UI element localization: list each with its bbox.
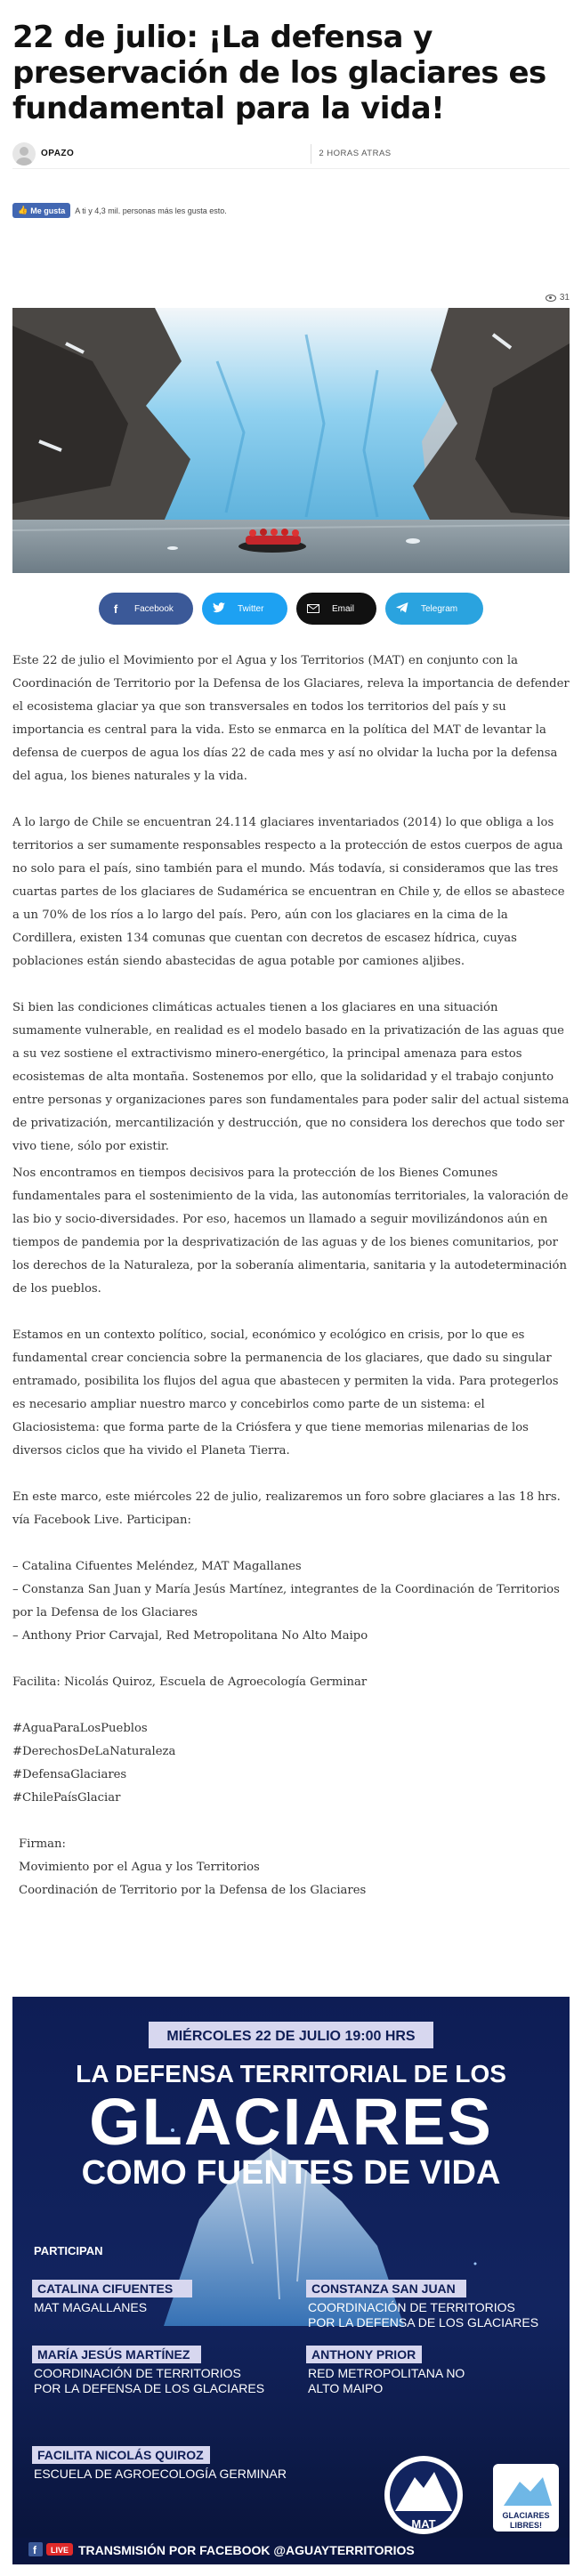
share-facebook-button[interactable] [99,593,193,625]
hashtags [12,1717,570,1810]
poster-person-org: RED METROPOLITANA NO [308,2366,465,2380]
share-facebook-label: Facebook [134,603,174,614]
poster-person-org: COORDINACIÓN DE TERRITORIOS [34,2366,241,2380]
article [12,0,570,1926]
email-icon [307,602,319,616]
poster-participan: PARTICIPAN [34,2244,103,2257]
share-twitter-button[interactable] [202,593,287,625]
poster-date: MIÉRCOLES 22 DE JULIO 19:00 HRS [166,2029,416,2044]
share-telegram-label: Telegram [421,603,458,614]
participant-item: – Constanza San Juan y María Jesús Martínez, integrantes de la Coordinación de Territorios por la Defensa de los Glaciares [12,1583,560,1619]
share-telegram-button[interactable] [385,593,483,625]
participant-item: – Catalina Cifuentes Meléndez, MAT Magallanes [12,1560,302,1573]
poster-logo-libres: LIBRES! [510,2521,542,2530]
paragraph-1: Este 22 de julio el Movimiento por el Agua y los Territorios (MAT) en conjunto con la Coordinación de Territorio por la Defensa de los Glaciares, releva la importancia de defender el ecosistema glaciar ya que son transversales en todos los territorios del país y su importancia es central para la vida. Esto se enmarca en la política del MAT de levantar la defensa de cuerpos de agua los días 22 de cada mes y así no olvidar la lucha por la defensa del agua, los bienes naturales y la vida. [12,654,570,783]
view-count: 31 [559,293,570,303]
publish-time: 2 HORAS ATRAS [319,149,392,158]
paragraph-2: A lo largo de Chile se encuentran 24.114 glaciares inventariados (2014) lo que obliga a los territorios a ser sumamente responsables respecto a la protección de estos cuerpos de agua no solo para el país, sino también para el mundo. Más todavía, si consideramos que las tres cuartas partes de los glaciares de Sudamérica se encuentran en Chile y, de ellos se abastece a un 70% de los ríos a lo largo del país. Pero, aún con los glaciares en la cima de la Cordillera, existen 134 comunas que cuentan con decretos de escasez hídrica, cuyas poblaciones están siendo abastecidas de agua potable por camiones aljibes. [12,816,565,968]
poster-person-name: CONSTANZA SAN JUAN [311,2281,456,2296]
paragraph-4: Nos encontramos en tiempos decisivos para la protección de los Bienes Comunes fundamentales para el sostenimiento de la vida, las autonomías territoriales, la valoración de las bio y socio-diversidades. Por eso, hacemos un llamado a seguir movilizándonos aún en tiempos de pandemia por la desprivatización de las aguas y de los bienes comunitarios, por los derechos de la Naturaleza, por la soberanía alimentaria, sanitaria y la autodeterminación de los pueblos. [12,1167,569,1296]
share-buttons [12,593,570,625]
poster-line2: GLACIARES [89,2085,493,2159]
poster-facilita-name: FACILITA NICOLÁS QUIROZ [37,2448,204,2462]
poster-person-org: ALTO MAIPO [308,2381,384,2395]
glacier-photo [12,308,570,573]
poster-line3: COMO FUENTES DE VIDA [81,2154,501,2192]
poster-logo-glaciares: GLACIARES [502,2511,550,2520]
hero-image [12,308,570,573]
share-twitter-label: Twitter [238,603,264,614]
poster-line1: LA DEFENSA TERRITORIAL DE LOS [76,2060,506,2087]
hashtag[interactable]: #DerechosDeLaNaturaleza [12,1745,176,1758]
poster-person-org: MAT MAGALLANES [34,2300,148,2314]
poster-logo-mat: MAT [411,2517,436,2531]
thumbs-up-icon: 👍 [18,206,28,214]
facilitator: Facilita: Nicolás Quiroz, Escuela de Agroecología Germinar [12,1676,368,1689]
hashtag[interactable]: #ChilePaísGlaciar [12,1791,121,1805]
facebook-like-button[interactable] [12,203,70,218]
share-email-label: Email [332,603,355,614]
share-email-button[interactable] [296,593,376,625]
poster-person-org: COORDINACIÓN DE TERRITORIOS [308,2300,515,2314]
paragraph-6: En este marco, este miércoles 22 de julio, realizaremos un foro sobre glaciares a las 18 hrs. vía Facebook Live. Participan: [12,1490,561,1527]
telegram-icon [396,602,408,616]
poster-facebook-icon: f [33,2544,36,2556]
facebook-like-box [12,203,570,218]
event-poster [12,1997,570,2564]
poster-facilita-org: ESCUELA DE AGROECOLOGÍA GERMINAR [34,2467,287,2481]
participant-item: – Anthony Prior Carvajal, Red Metropolitana No Alto Maipo [12,1629,368,1643]
poster-live-badge: LIVE [50,2546,69,2555]
hashtag[interactable]: #DefensaGlaciares [12,1768,127,1781]
paragraph-3: Si bien las condiciones climáticas actuales tienen a los glaciares en una situación sumamente vulnerable, en realidad es el modelo basado en la privatización de las aguas que a su vez sostiene el extractivismo minero-energético, la principal amenaza para estos ecosistemas de alta montaña. Sostenemos por ello, que la solidaridad y el trabajo conjunto entre personas y organizaciones pares son fundamentales para poder salir del actual sistema de privatización, mercantilización y destrucción, que no considera los derechos que todo ser vivo tiene, sólo por existir. [12,1001,570,1153]
poster-person-name: ANTHONY PRIOR [311,2347,416,2362]
signer: Coordinación de Territorio por la Defensa de los Glaciares [19,1884,367,1897]
signatures [12,1833,570,1902]
participants-list [12,1555,570,1648]
poster-stream-text: TRANSMISIÓN POR FACEBOOK @AGUAYTERRITORIOS [78,2543,415,2557]
poster-person-org: POR LA DEFENSA DE LOS GLACIARES [308,2315,539,2330]
signer: Movimiento por el Agua y los Territorios [19,1861,260,1874]
twitter-icon [213,602,225,616]
author-name[interactable]: OPAZO [41,149,75,158]
article-body [12,650,570,1902]
poster-person-name: CATALINA CIFUENTES [37,2281,174,2296]
poster-person-org: POR LA DEFENSA DE LOS GLACIARES [34,2381,265,2395]
poster-graphic [12,1997,570,2564]
view-counter [12,293,570,303]
article-meta [12,139,570,169]
article-title: 22 de julio: ¡La defensa y preservación de los glaciares es fundamental para la vida! [12,20,546,126]
poster-person-name: MARÍA JESÚS MARTÍNEZ [37,2347,190,2362]
signed-label: Firman: [19,1837,66,1851]
hashtag[interactable]: #AguaParaLosPueblos [12,1722,148,1735]
paragraph-5: Estamos en un contexto político, social, económico y ecológico en crisis, por lo que es fundamental crear conciencia sobre la permanencia de los glaciares, que dado su singular entramado, posibilita los flujos del agua que abastecen y permiten la vida. Para protegerlos es necesario ampliar nuestro marco y concebirlos como parte de un sistema: el Glaciosistema: que forma parte de la Criósfera y que tiene memorias milenarias de los diversos ciclos que ha vivido el Planeta Tierra. [12,1328,559,1458]
avatar-icon[interactable] [12,142,36,166]
eye-icon [546,295,556,302]
like-count-text: A ti y 4,3 mil. personas más les gusta esto. [75,206,227,215]
facebook-icon: f [113,602,118,616]
like-label: Me gusta [30,206,66,215]
